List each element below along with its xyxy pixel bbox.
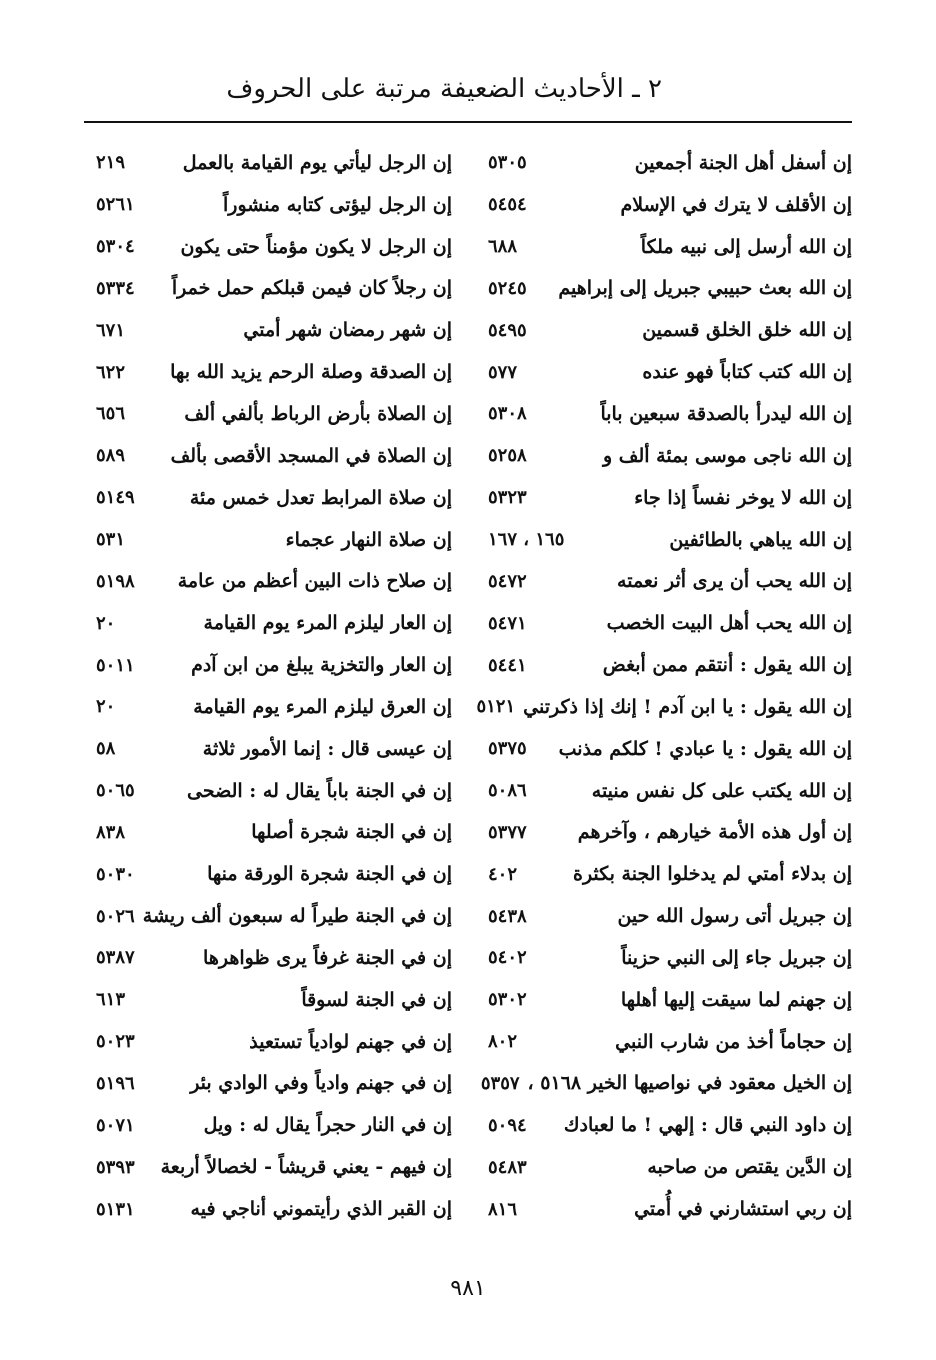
entry-ref-number: ٥٤٩٥	[488, 319, 527, 341]
entry-ref-number: ٢٠	[96, 612, 116, 634]
entry-text: إن رجلاً كان فيمن قبلكم حمل خمراً	[171, 277, 452, 300]
entry-text: إن الله يقول : يا عبادي ! كلكم مذنب	[558, 737, 852, 760]
entry-text: إن الله بعث حبيبي جبريل إلى إبراهيم	[558, 277, 852, 300]
index-entry	[488, 644, 852, 686]
entry-ref-number: ٥١٤٩	[96, 487, 135, 509]
index-entry	[96, 393, 452, 435]
entry-ref-number: ٥٤٣٨	[488, 905, 527, 927]
entry-ref-number: ٢١٩	[96, 152, 126, 174]
index-entry	[96, 686, 452, 728]
index-entry	[488, 351, 852, 393]
index-entry	[96, 644, 452, 686]
entry-text: إن العار والتخزية يبلغ من ابن آدم	[191, 654, 452, 677]
entry-ref-number: ٥٤٧٢	[488, 570, 527, 592]
index-entry	[488, 812, 852, 854]
index-entry	[96, 560, 452, 602]
entry-ref-number: ٥١٢١	[476, 696, 516, 718]
entry-ref-number: ٥٠٩٤	[488, 1114, 527, 1136]
entry-ref-number: ٢٠	[96, 696, 116, 718]
entry-ref-number: ٦٧١	[96, 319, 126, 341]
index-entry	[480, 1063, 852, 1105]
index-entry	[96, 1146, 452, 1188]
entry-ref-number: ٥٤٠٢	[488, 947, 527, 969]
entry-text: إن حجاماً أخذ من شارب النبي	[615, 1030, 852, 1053]
index-entry	[96, 142, 452, 184]
entry-text: إن في الجنة شجرة أصلها	[251, 821, 452, 844]
index-entry	[96, 1104, 452, 1146]
entry-text: إن في الجنة باباً يقال له : الضحى	[187, 779, 452, 802]
index-entry	[96, 435, 452, 477]
entry-ref-number: ٥٤٧١	[488, 612, 527, 634]
entry-text: إن الأقلف لا يترك في الإسلام	[620, 193, 852, 216]
entry-text: إن الله خلق الخلق قسمين	[642, 319, 852, 342]
entry-text: إن الرجل ليؤتى كتابه منشوراً	[222, 193, 452, 216]
entry-text: إن الله ليدرأ بالصدقة سبعين باباً	[600, 402, 852, 425]
entry-ref-number: ٥٣٧٥	[488, 738, 527, 760]
index-entry	[488, 184, 852, 226]
index-entry	[488, 937, 852, 979]
index-entry	[96, 812, 452, 854]
entry-ref-number: ٥٠٣٠	[96, 863, 135, 885]
entry-text: إن ربي استشارني في أُمتي	[634, 1198, 852, 1221]
entry-ref-number: ٤٠٢	[488, 863, 518, 885]
entry-text: إن في جهنم وادياً وفي الوادي بئر	[190, 1072, 452, 1095]
entry-ref-number: ٥٤٨٣	[488, 1156, 527, 1178]
entry-ref-number: ٥٣٠٤	[96, 236, 135, 258]
entry-text: إن في الجنة غرفاً يرى ظواهرها	[203, 946, 452, 969]
entry-ref-number: ٥٣٠٢	[488, 989, 527, 1011]
index-entry	[96, 351, 452, 393]
entry-text: إن صلاة النهار عجماء	[285, 528, 452, 551]
index-entry	[488, 1104, 852, 1146]
entry-ref-number: ٨٠٢	[488, 1031, 518, 1053]
entry-text: إن الله يحب أهل البيت الخصب	[606, 612, 852, 635]
entry-ref-number: ٥٣٠٨	[488, 403, 527, 425]
entry-text: إن الصدقة وصلة الرحم يزيد الله بها	[170, 361, 452, 384]
entry-text: إن في النار حجراً يقال له : ويل	[203, 1114, 452, 1137]
entry-ref-number: ٥٢٥٨	[488, 445, 527, 467]
index-entry	[96, 1021, 452, 1063]
entry-ref-number: ٥٣٧٧	[488, 821, 527, 843]
entry-ref-number: ٥٣٨٧	[96, 947, 135, 969]
entry-text: إن الرجل ليأتي يوم القيامة بالعمل	[182, 151, 452, 174]
entry-ref-number: ٥٠٨٦	[488, 780, 527, 802]
entry-text: إن الله يقول : يا ابن آدم ! إنك إذا ذكرتني	[523, 695, 852, 718]
entry-ref-number: ٨١٦	[488, 1198, 518, 1220]
entry-ref-number: ٨٣٨	[96, 821, 126, 843]
entry-ref-number: ٥٤٤١	[488, 654, 527, 676]
entry-ref-number: ٦١٣	[96, 989, 126, 1011]
index-entry	[96, 895, 452, 937]
entry-text: إن في جهنم لوادياً تستعيذ	[249, 1030, 452, 1053]
entry-ref-number: ٥٧٧	[488, 361, 518, 383]
entry-text: إن بدلاء أمتي لم يدخلوا الجنة بكثرة	[572, 863, 852, 886]
index-entry	[96, 309, 452, 351]
entry-ref-number: ٦٥٦	[96, 403, 126, 425]
entry-text: إن عيسى قال : إنما الأمور ثلاثة	[202, 737, 452, 760]
entry-text: إن في الجنة لسوقاً	[301, 988, 452, 1011]
index-column-right	[476, 142, 852, 1230]
entry-ref-number: ٥٠٢٣	[96, 1031, 135, 1053]
index-entry	[488, 1021, 852, 1063]
entry-text: إن جبريل أتى رسول الله حين	[617, 905, 852, 928]
entry-text: إن الرجل لا يكون مؤمناً حتى يكون	[180, 235, 452, 258]
index-entry	[96, 1063, 452, 1105]
entry-text: إن الدَّين يقتص من صاحبه	[647, 1156, 852, 1179]
entry-ref-number: ٥٠٧١	[96, 1114, 135, 1136]
page-number: ٩٨١	[450, 1276, 486, 1301]
entry-ref-number: ٥٠٢٦	[96, 905, 135, 927]
index-entry	[488, 770, 852, 812]
entry-ref-number: ٥١٩٨	[96, 570, 135, 592]
entry-ref-number: ٥٠١١	[96, 654, 135, 676]
entry-ref-number: ١٦٥ ، ١٦٧	[488, 529, 565, 551]
index-entry	[488, 393, 852, 435]
index-entry	[488, 309, 852, 351]
index-entry	[96, 519, 452, 561]
entry-ref-number: ٥٤٥٤	[488, 194, 527, 216]
index-entry	[96, 770, 452, 812]
index-entry	[96, 979, 452, 1021]
entry-ref-number: ٥٨٩	[96, 445, 126, 467]
entry-ref-number: ٥٣١	[96, 529, 126, 551]
index-entry	[488, 1146, 852, 1188]
entry-ref-number: ٥٢٦١	[96, 194, 135, 216]
entry-text: إن داود النبي قال : إلهي ! ما لعبادك	[563, 1114, 852, 1137]
entry-ref-number: ٥٣٩٣	[96, 1156, 135, 1178]
index-entry	[488, 560, 852, 602]
entry-ref-number: ٥٣٢٣	[488, 487, 527, 509]
index-entry	[488, 435, 852, 477]
entry-text: إن الخيل معقود في نواصيها الخير ٥١٦٨ ،	[527, 1072, 852, 1095]
entry-text: إن شهر رمضان شهر أمتي	[243, 319, 452, 342]
entry-text: إن صلاح ذات البين أعظم من عامة	[177, 570, 452, 593]
entry-text: إن الصلاة في المسجد الأقصى بألف	[170, 444, 452, 467]
entry-text: إن العرق ليلزم المرء يوم القيامة	[193, 695, 452, 718]
header-rule	[84, 121, 852, 123]
entry-ref-number: ٥١٩٦	[96, 1072, 135, 1094]
index-entry	[96, 184, 452, 226]
index-entry	[488, 728, 852, 770]
entry-text: إن الصلاة بأرض الرباط بألفي ألف	[184, 402, 452, 425]
entry-text: إن الله يحب أن يرى أثر نعمته	[617, 570, 852, 593]
running-header: ٢ ـ الأحاديث الضعيفة مرتبة على الحروف	[226, 74, 662, 104]
index-entry	[488, 268, 852, 310]
entry-text: إن الله يكتب على كل نفس منيته	[591, 779, 852, 802]
entry-text: إن في الجنة طيراً له سبعون ألف ريشة	[142, 905, 452, 928]
entry-ref-number: ٦٨٨	[488, 236, 518, 258]
entry-ref-number: ٥٠٦٥	[96, 780, 135, 802]
index-entry	[96, 937, 452, 979]
index-entry	[488, 477, 852, 519]
index-entry	[488, 895, 852, 937]
index-column-left	[96, 142, 452, 1230]
entry-text: إن العار ليلزم المرء يوم القيامة	[203, 612, 452, 635]
index-entry	[488, 142, 852, 184]
entry-text: إن صلاة المرابط تعدل خمس مئة	[189, 486, 452, 509]
index-entry	[488, 226, 852, 268]
entry-ref-number: ٥٢٤٥	[488, 277, 527, 299]
index-entry	[96, 728, 452, 770]
entry-text: إن الله يباهي بالطائفين	[669, 528, 852, 551]
index-entry	[96, 268, 452, 310]
index-entry	[96, 853, 452, 895]
entry-text: إن جهنم لما سيقت إليها أهلها	[620, 988, 852, 1011]
entry-ref-number: ٥١٣١	[96, 1198, 135, 1220]
entry-text: إن الله يقول : أنتقم ممن أبغض	[602, 654, 852, 677]
entry-text: إن الله لا يوخر نفساً إذا جاء	[634, 486, 852, 509]
index-entry	[488, 979, 852, 1021]
entry-text: إن الله كتب كتاباً فهو عنده	[642, 361, 852, 384]
entry-text: إن أول هذه الأمة خيارهم ، وآخرهم	[577, 821, 852, 844]
index-entry	[96, 602, 452, 644]
entry-ref-number: ٦٢٢	[96, 361, 126, 383]
entry-text: إن في الجنة شجرة الورقة منها	[207, 863, 452, 886]
entry-text: إن أسفل أهل الجنة أجمعين	[634, 151, 852, 174]
entry-ref-number: ٥٨	[96, 738, 116, 760]
index-entry	[488, 602, 852, 644]
entry-text: إن القبر الذي رأيتموني أناجي فيه	[190, 1198, 452, 1221]
entry-text: إن الله أرسل إلى نبيه ملكاً	[640, 235, 852, 258]
entry-text: إن جبريل جاء إلى النبي حزيناً	[621, 946, 852, 969]
entry-ref-number: ٥٣٣٤	[96, 277, 135, 299]
entry-ref-number: ٥٣٥٧	[480, 1072, 520, 1094]
index-entry	[96, 226, 452, 268]
index-entry	[96, 477, 452, 519]
entry-text: إن الله ناجى موسى بمئة ألف و	[603, 444, 852, 467]
index-entry	[488, 519, 852, 561]
index-entry	[96, 1188, 452, 1230]
index-entry	[476, 686, 852, 728]
entry-text: إن فيهم - يعني قريشاً - لخصالاً أربعة	[160, 1156, 452, 1179]
index-entry	[488, 1188, 852, 1230]
entry-ref-number: ٥٣٠٥	[488, 152, 527, 174]
index-entry	[488, 853, 852, 895]
